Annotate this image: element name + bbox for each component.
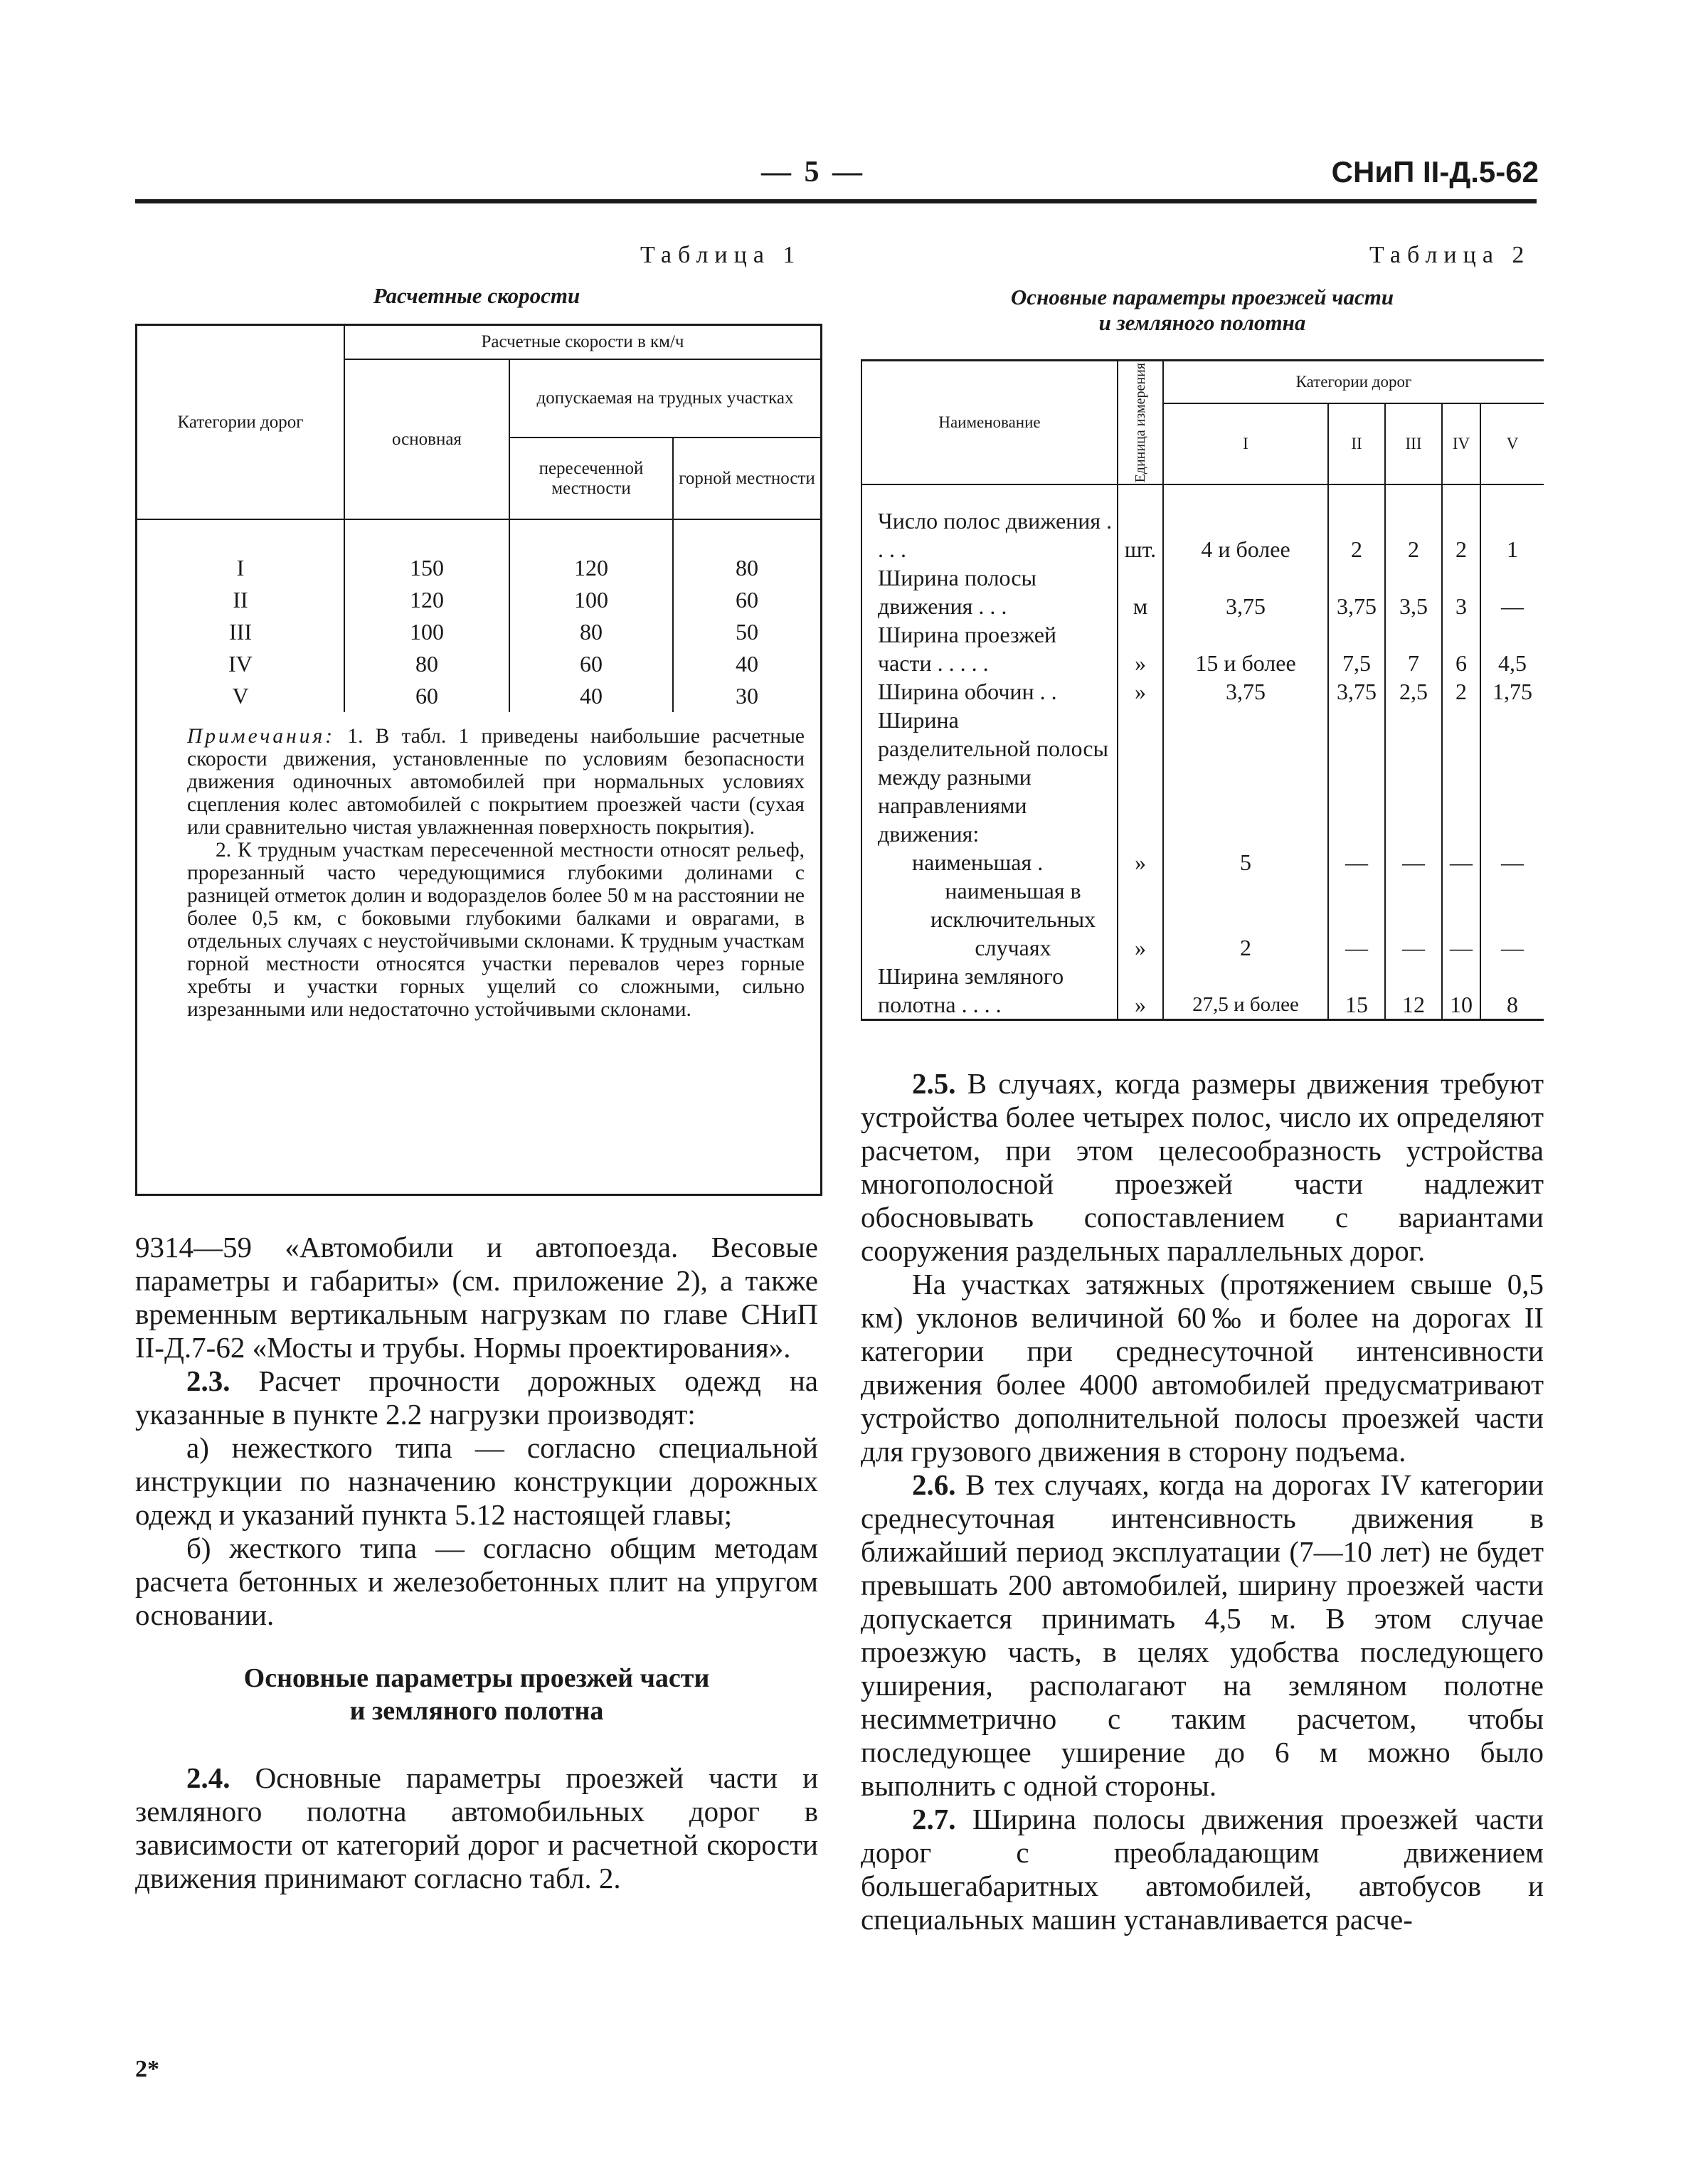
notes-label: Примечания:	[187, 725, 336, 748]
t2-cell-value: 10	[1442, 962, 1480, 1019]
t2-head-cat: V	[1480, 403, 1544, 484]
t2-cell-name: наименьшая в исключительных случаях	[861, 876, 1118, 962]
t2-cell-unit: м	[1118, 563, 1163, 620]
t1-row	[137, 648, 820, 680]
clause-number: 2.5.	[912, 1067, 956, 1100]
t2-row	[861, 507, 1544, 563]
t1-cell-rugged: 120	[509, 552, 673, 584]
table2-title	[861, 285, 1544, 336]
t2-cell-name: Ширина разделительной полосы между разными направлениями движения:	[861, 706, 1118, 848]
t1-cell-main: 80	[344, 648, 509, 680]
t2-cell-value: 3,75	[1163, 563, 1328, 620]
t2-cell-name: наименьшая .	[861, 848, 1118, 876]
page-number: — 5 —	[761, 156, 865, 189]
t1-row	[137, 616, 820, 648]
document-code: СНиП II-Д.5-62	[1331, 155, 1539, 189]
t2-cell-value: 1	[1480, 507, 1544, 563]
t2-head-unit: Единица измерения	[1118, 361, 1163, 484]
t2-head-name: Наименование	[861, 361, 1118, 484]
left-column	[135, 1231, 818, 1895]
table2-title-line2: и земляного полотна	[1098, 310, 1306, 335]
t2-cell-unit: шт.	[1118, 507, 1163, 563]
t1-cell-mountain: 50	[673, 616, 820, 648]
paragraph: На участках затяжных (протяжением свыше 0,5 км) уклонов величиной 60‰ и более на дорогах II категории при среднесуточной интенсивности движения более 4000 автомобилей предусматривают устройство дополнительной полосы проезжей части для грузового движения в сторону подъема.	[861, 1268, 1544, 1468]
t1-head-main: основная	[344, 359, 509, 519]
table2	[861, 359, 1544, 1021]
clause-number: 2.7.	[912, 1803, 956, 1835]
t2-cell-value: —	[1385, 876, 1442, 962]
t2-cell-value: —	[1480, 563, 1544, 620]
t2-cell-name: Ширина обочин . .	[861, 677, 1118, 706]
t2-cell-value: —	[1480, 848, 1544, 876]
t2-cell-value: —	[1442, 876, 1480, 962]
t2-cell-value: 6	[1442, 620, 1480, 677]
t2-cell-value: 15	[1328, 962, 1385, 1019]
t2-cell-value: 2	[1328, 507, 1385, 563]
clause-number: 2.6.	[912, 1468, 956, 1501]
table1	[135, 324, 822, 1196]
t2-cell-value: 2	[1442, 677, 1480, 706]
t2-cell-unit	[1118, 706, 1163, 848]
t2-row	[861, 876, 1544, 962]
t1-row	[137, 584, 820, 616]
t2-row	[861, 962, 1544, 1019]
t1-cell-rugged: 40	[509, 680, 673, 712]
t2-cell-name: Ширина проезжей части . . . . .	[861, 620, 1118, 677]
paragraph: 2.3. Расчет прочности дорожных одежд на указанные в пункте 2.2 нагрузки производят:	[135, 1364, 818, 1431]
t2-cell-value: 4 и более	[1163, 507, 1328, 563]
t2-head-cat: II	[1328, 403, 1385, 484]
t2-cell-unit: »	[1118, 620, 1163, 677]
t2-cell-value: 12	[1385, 962, 1442, 1019]
paragraph: 2.7. Ширина полосы движения проезжей части дорог с преобладающим движением большегабаритных автомобилей, автобусов и специальных машин устанавливается расче-	[861, 1803, 1544, 1936]
t2-row	[861, 620, 1544, 677]
t2-cell-value: 1,75	[1480, 677, 1544, 706]
t2-cell-unit: »	[1118, 962, 1163, 1019]
clause-number: 2.4.	[186, 1761, 230, 1794]
t1-cell-mountain: 80	[673, 552, 820, 584]
t2-row	[861, 677, 1544, 706]
t2-cell-value: —	[1328, 848, 1385, 876]
t1-cell-cat: II	[233, 587, 248, 613]
table1-notes	[137, 712, 820, 1028]
t1-head-category: Категории дорог	[137, 326, 344, 519]
t2-cell-name: Ширина полосы движения . . .	[861, 563, 1118, 620]
t1-cell-main: 100	[344, 616, 509, 648]
t1-cell-main: 60	[344, 680, 509, 712]
note-2: 2. К трудным участкам пересеченной местности относят рельеф, прорезанный часто чередующимися глубокими долинами с разницей отметок долин и водоразделов более 50 м на расстоянии не более 0,5 км, с боковыми глубокими балками и оврагами, в отдельных случаях с неустойчивыми склонами. К трудным участкам горной местности относятся участки перевалов через горные хребты и участки горных ущелий со сложными, сильно изрезанными или недостаточно устойчивыми склонами.	[187, 839, 805, 1021]
t2-cell-value: 3,75	[1328, 677, 1385, 706]
t2-cell-value: 2	[1385, 507, 1442, 563]
t2-cell-value: 2,5	[1385, 677, 1442, 706]
paragraph: а) нежесткого типа — согласно специальной инструкции по назначению конструкции дорожных одежд и указаний пункта 5.12 настоящей главы;	[135, 1431, 818, 1531]
t2-cell-value: 8	[1480, 962, 1544, 1019]
t1-cell-cat: I	[236, 555, 245, 581]
t2-row	[861, 706, 1544, 848]
t1-cell-rugged: 80	[509, 616, 673, 648]
t2-cell-value: 3,75	[1328, 563, 1385, 620]
t1-cell-mountain: 40	[673, 648, 820, 680]
clause-number: 2.3.	[186, 1364, 230, 1397]
table1-title: Расчетные скорости	[373, 283, 580, 308]
t2-head-cat: III	[1385, 403, 1442, 484]
t2-cell-value: 27,5 и более	[1163, 962, 1328, 1019]
t2-cell-unit: »	[1118, 876, 1163, 962]
t1-cell-main: 150	[344, 552, 509, 584]
t2-cell-value: —	[1480, 876, 1544, 962]
t1-cell-main: 120	[344, 584, 509, 616]
t2-cell-value	[1442, 706, 1480, 848]
t1-cell-cat: V	[232, 683, 249, 709]
t1-cell-rugged: 100	[509, 584, 673, 616]
t1-cell-mountain: 30	[673, 680, 820, 712]
paragraph: 2.6. В тех случаях, когда на дорогах IV категории среднесуточная интенсивность движения в ближайший период эксплуатации (7—10 лет) не будет превышать 200 автомобилей, ширину проезжей части допускается принимать 4,5 м. В этом случае проезжую часть, в целях удобства последующего уширения, располагают на земляном полотне несимметрично с таким расчетом, чтобы последующее уширение до 6 м можно было выполнить с одной стороны.	[861, 1468, 1544, 1802]
t2-cell-unit: »	[1118, 848, 1163, 876]
t1-row	[137, 552, 820, 584]
paragraph: 9314—59 «Автомобили и автопоезда. Весовые параметры и габариты» (см. приложение 2), а также временным вертикальным нагрузкам по главе СНиП II-Д.7-62 «Мосты и трубы. Нормы проектирования».	[135, 1231, 818, 1364]
t1-cell-cat: IV	[228, 651, 253, 677]
t1-head-difficult: допускаемая на трудных участках	[509, 359, 820, 438]
t2-cell-value: 3,75	[1163, 677, 1328, 706]
table1-label: Таблица 1	[640, 242, 802, 268]
t1-row	[137, 680, 820, 712]
t2-cell-value: 15 и более	[1163, 620, 1328, 677]
paragraph: 2.4. Основные параметры проезжей части и земляного полотна автомобильных дорог в зависимости от категорий дорог и расчетной скорости движения принимают согласно табл. 2.	[135, 1761, 819, 1894]
t2-cell-value: 5	[1163, 848, 1328, 876]
t2-head-cat: IV	[1442, 403, 1480, 484]
t2-cell-value: —	[1328, 876, 1385, 962]
t2-cell-value	[1480, 706, 1544, 848]
signature-mark: 2*	[135, 2056, 159, 2082]
t2-cell-value	[1328, 706, 1385, 848]
t2-cell-value: —	[1442, 848, 1480, 876]
t2-cell-value: 3,5	[1385, 563, 1442, 620]
t2-row	[861, 563, 1544, 620]
t2-cell-value: 7,5	[1328, 620, 1385, 677]
t1-head-mountain: горной местности	[673, 438, 820, 519]
t2-cell-value: 2	[1442, 507, 1480, 563]
header-rule	[135, 199, 1537, 203]
t2-cell-name: Число полос движения . . . .	[861, 507, 1118, 563]
paragraph: б) жесткого типа — согласно общим методам расчета бетонных и железобетонных плит на упругом основании.	[135, 1532, 818, 1631]
t2-head-categories: Категории дорог	[1163, 361, 1544, 403]
t2-cell-value: —	[1385, 848, 1442, 876]
t1-cell-rugged: 60	[509, 648, 673, 680]
t1-cell-cat: III	[229, 619, 252, 645]
t2-head-cat: I	[1163, 403, 1328, 484]
paragraph: 2.5. В случаях, когда размеры движения требуют устройства более четырех полос, число их определяют расчетом, при этом целесообразность устройства многополосной проезжей части надлежит обосновывать сопоставлением с вариантами сооружения раздельных параллельных дорог.	[861, 1067, 1544, 1267]
note-1: 1. В табл. 1 приведены наибольшие расчетные скорости движения, установленные по условиям безопасности движения одиночных автомобилей при нормальных условиях сцепления колес автомобилей с покрытием проезжей части (сухая или сравнительно чистая увлажненная поверхность покрытия).	[187, 725, 805, 839]
t2-cell-value: 7	[1385, 620, 1442, 677]
t2-cell-value	[1385, 706, 1442, 848]
t2-cell-value: 3	[1442, 563, 1480, 620]
t2-cell-value: 2	[1163, 876, 1328, 962]
t2-row	[861, 848, 1544, 876]
section-heading: Основные параметры проезжей части и земляного полотна	[243, 1663, 710, 1726]
table2-label: Таблица 2	[1369, 242, 1531, 268]
right-column	[861, 1067, 1544, 1936]
t2-cell-value: 4,5	[1480, 620, 1544, 677]
t1-cell-mountain: 60	[673, 584, 820, 616]
t2-cell-value	[1163, 706, 1328, 848]
t2-cell-name: Ширина земляного полотна . . . .	[861, 962, 1118, 1019]
t1-head-rugged: пересеченной местности	[509, 438, 673, 519]
t2-cell-unit: »	[1118, 677, 1163, 706]
table2-title-line1: Основные параметры проезжей части	[1010, 285, 1394, 309]
t1-head-speeds: Расчетные скорости в км/ч	[344, 326, 820, 359]
